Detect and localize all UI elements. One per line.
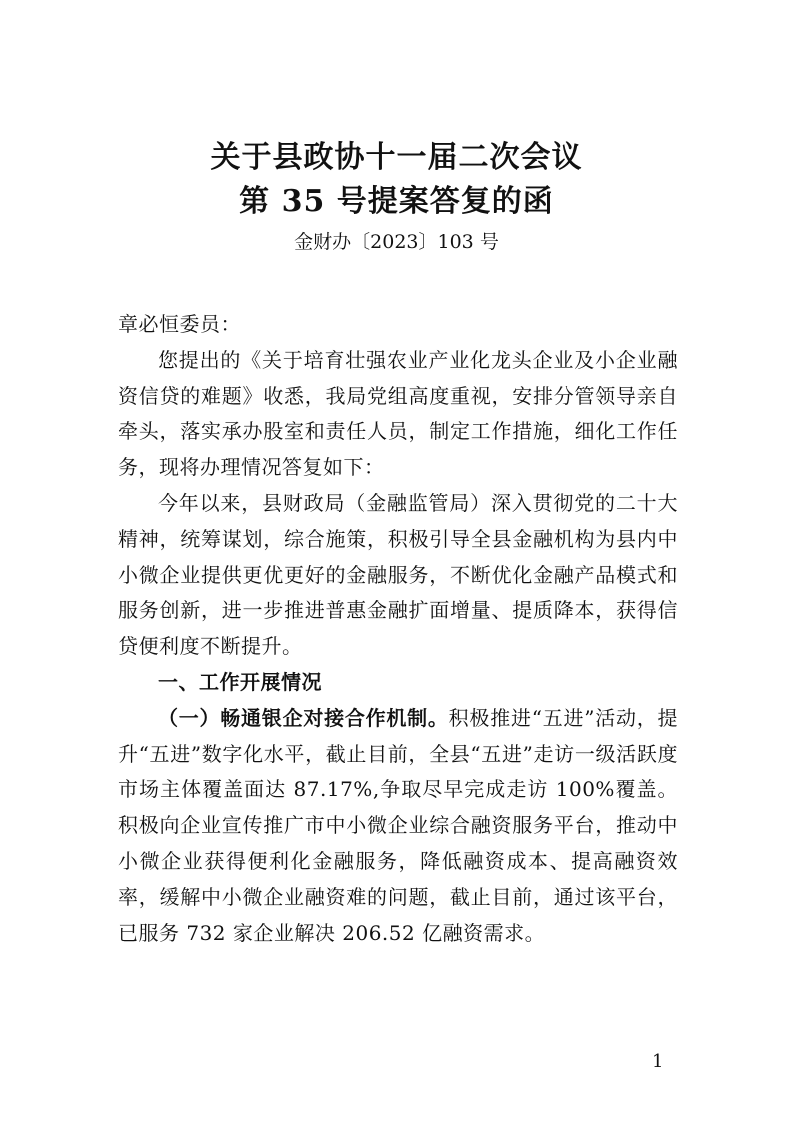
- section-heading: 一、工作开展情况: [158, 669, 322, 694]
- document-title-line-2: 第 35 号提案答复的函: [239, 184, 554, 219]
- paragraph-acknowledgement: 您提出的《关于培育壮强农业产业化龙头企业及小企业融资信贷的难题》收悉，我局党组高度重视，安排分管领导亲自牵头，落实承办股室和责任人员，制定工作措施，细化工作任务，现将办理情况答复如下：: [118, 347, 678, 480]
- subsection-heading: （一）畅通银企对接合作机制。: [158, 705, 449, 730]
- salutation: 章必恒委员：: [118, 312, 241, 336]
- paragraph-overview: 今年以来，县财政局（金融监管局）深入贯彻党的二十大精神，统筹谋划，综合施策，积极引导全县金融机构为县内中小微企业提供更优更好的金融服务，不断优化金融产品模式和服务创新，进一步推进普惠金融扩面增量、提质降本，获得信贷便利度不断提升。: [118, 490, 678, 659]
- subsection-text: 积极推进“五进”活动，提升“五进”数字化水平，截止目前，全县“五进”走访一级活跃度市场主体覆盖面达 87.17%,争取尽早完成走访 100%覆盖。积极向企业宣传推广市中小微企业综合融资服务平台，推动中小微企业获得便利化金融服务，降低融资成本、提高融资效率，缓解中小微企业融资难的问题，截止目前，通过该平台，已服务 732 家企业解决 206.52 亿融资需求。: [118, 705, 679, 945]
- document-title-line-1: 关于县政协十一届二次会议: [210, 140, 583, 175]
- subsection-paragraph: [118, 701, 678, 952]
- page-number: 1: [652, 1051, 664, 1072]
- document-number: 金财办〔2023〕103 号: [294, 231, 499, 253]
- document-body: [118, 307, 678, 951]
